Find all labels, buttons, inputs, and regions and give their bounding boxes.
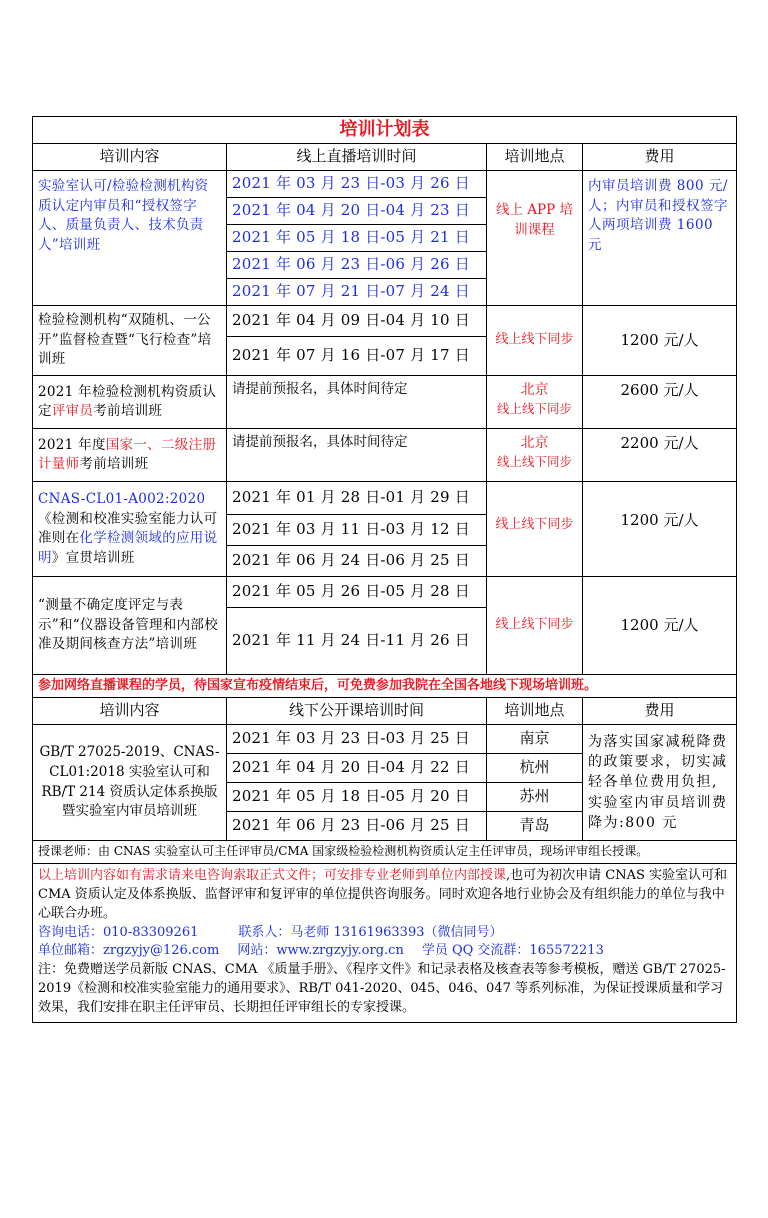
place-cell: 线上线下同步 <box>487 577 583 675</box>
header-place: 培训地点 <box>487 698 583 725</box>
date-cell: 2021 年 03 月 23 日-03 月 26 日 <box>227 171 487 198</box>
page-title: 培训计划表 <box>33 117 737 144</box>
fee-cell: 1200 元/人 <box>583 482 737 577</box>
fee-cell: 2600 元/人 <box>583 376 737 429</box>
footer-red-text: 以上培训内容如有需求请来电咨询索取正式文件；可安排专业老师到单位内部授课 <box>38 868 507 884</box>
course-text: 《检测和校准实验室能力认可准则在 <box>38 510 218 547</box>
date-cell: 请提前预报名，具体时间待定 <box>227 376 487 429</box>
date-cell: 2021 年 03 月 11 日-03 月 12 日 <box>227 515 487 546</box>
date-cell: 2021 年 05 月 26 日-05 月 28 日 <box>227 577 487 608</box>
course-highlight: 国家一、二级注册计量师 <box>38 436 217 473</box>
fee-cell: 内审员培训费 800 元/人；内审员和授权签字人两项培训费 1600 元 <box>583 171 737 306</box>
fee-cell: 2200 元/人 <box>583 429 737 482</box>
teacher-row <box>33 841 737 864</box>
teacher-text: 授课老师：由 CNAS 实验室认可主任评审员/CMA 国家级检验检测机构资质认定主任评审员，现场评审组长授课。 <box>33 841 737 864</box>
place-city: 北京 <box>520 435 549 452</box>
place-mode: 线上线下同步 <box>496 401 572 417</box>
place-city: 北京 <box>520 382 549 399</box>
place-cell: 线上 APP 培训课程 <box>487 171 583 306</box>
table-row <box>33 306 737 337</box>
course-cell <box>33 482 227 577</box>
header-course: 培训内容 <box>33 698 227 725</box>
place-cell: 苏州 <box>487 783 583 812</box>
date-cell: 2021 年 03 月 23 日-03 月 25 日 <box>227 725 487 754</box>
place-cell: 南京 <box>487 725 583 754</box>
course-cell <box>33 429 227 482</box>
table-row <box>33 429 737 482</box>
table-row <box>33 376 737 429</box>
course-highlight: 化学检测领域的应用说明 <box>38 530 218 566</box>
table-row <box>33 577 737 608</box>
date-cell: 2021 年 04 月 20 日-04 月 22 日 <box>227 754 487 783</box>
course-cell: 检验检测机构“双随机、一公开”监督检查暨“飞行检查”培训班 <box>33 306 227 376</box>
course-code: CNAS-CL01-A002:2020 <box>38 490 206 507</box>
date-cell: 2021 年 07 月 21 日-07 月 24 日 <box>227 279 487 306</box>
course-highlight: 评审员 <box>51 403 94 420</box>
consult-phone: 咨询电话：010-83309261 <box>38 924 199 940</box>
place-cell: 杭州 <box>487 754 583 783</box>
header-time: 线上直播培训时间 <box>227 144 487 171</box>
course-cell: GB/T 27025-2019、CNAS-CL01:2018 实验室认可和 RB/T 214 资质认定体系换版暨实验室内审员培训班 <box>33 725 227 841</box>
place-cell: 线上线下同步 <box>487 306 583 376</box>
training-plan-sheet <box>32 116 736 1023</box>
footer-row <box>33 864 737 1023</box>
table-row <box>33 725 737 754</box>
date-cell: 2021 年 11 月 24 日-11 月 26 日 <box>227 608 487 675</box>
contact-person: 联系人：马老师 13161963393（微信同号） <box>238 924 503 940</box>
course-text: 2021 年度 <box>38 436 106 453</box>
header-fee: 费用 <box>583 144 737 171</box>
place-cell <box>487 376 583 429</box>
place-cell: 线上线下同步 <box>487 482 583 577</box>
date-cell: 2021 年 05 月 18 日-05 月 21 日 <box>227 225 487 252</box>
course-text: 考前培训班 <box>93 403 163 420</box>
date-cell: 2021 年 06 月 23 日-06 月 26 日 <box>227 252 487 279</box>
contact-line <box>38 924 731 943</box>
email-text[interactable]: 单位邮箱：zrgzyjy@126.com <box>38 943 220 959</box>
online-header-row <box>33 144 737 171</box>
notice-text: 参加网络直播课程的学员，待国家宣布疫情结束后，可免费参加我院在全国各地线下现场培训班。 <box>33 675 737 698</box>
footer-cell <box>33 864 737 1023</box>
offline-header-row <box>33 698 737 725</box>
fee-cell: 1200 元/人 <box>583 577 737 675</box>
footer-text: ,也可为初次申请 CNAS 实验室认可和 CMA 资质认定及体系换版、监督评审和复评审的单位提供咨询服务。同时欢迎各地行业协会及有组织能力的单位与我中心联合办班。 <box>38 868 728 921</box>
table-row <box>33 482 737 515</box>
date-cell: 2021 年 04 月 09 日-04 月 10 日 <box>227 306 487 337</box>
table-row <box>33 171 737 198</box>
fee-cell: 1200 元/人 <box>583 306 737 376</box>
footer-note: 注：免费赠送学员新版 CNAS、CMA 《质量手册》、《程序文件》和记录表格及核查表等参考模板，赠送 GB/T 27025-2019《检测和校准实验室能力的通用要求》、RB/T 041-2020、045、046、047 等系列标准，为保证授课质量和学习效果，我们安排在职主任评审员、长期担任评审组长的专家授课。 <box>38 962 726 1015</box>
course-cell <box>33 376 227 429</box>
place-cell: 青岛 <box>487 812 583 841</box>
place-cell <box>487 429 583 482</box>
fee-cell: 为落实国家减税降费的政策要求，切实减轻各单位费用负担,实验室内审员培训费降为:800 元 <box>583 725 737 841</box>
header-time: 线下公开课培训时间 <box>227 698 487 725</box>
header-fee: 费用 <box>583 698 737 725</box>
date-cell: 2021 年 07 月 16 日-07 月 17 日 <box>227 337 487 376</box>
date-cell: 请提前预报名，具体时间待定 <box>227 429 487 482</box>
header-place: 培训地点 <box>487 144 583 171</box>
place-mode: 线上线下同步 <box>496 454 572 470</box>
training-plan-table <box>32 116 737 1023</box>
course-text: 2021 年检验检测机构资质认定 <box>38 383 217 420</box>
date-cell: 2021 年 06 月 23 日-06 月 25 日 <box>227 812 487 841</box>
header-course: 培训内容 <box>33 144 227 171</box>
course-text: 考前培训班 <box>79 456 149 473</box>
date-cell: 2021 年 06 月 24 日-06 月 25 日 <box>227 546 487 577</box>
website-text[interactable]: 网站：www.zrgzyjy.org.cn <box>237 943 404 959</box>
date-cell: 2021 年 04 月 20 日-04 月 23 日 <box>227 198 487 225</box>
qq-group-text: 学员 QQ 交流群：165572213 <box>421 943 604 959</box>
footer-intro <box>38 867 731 924</box>
course-cell: “测量不确定度评定与表示”和“仪器设备管理和内部校准及期间核查方法”培训班 <box>33 577 227 675</box>
title-row <box>33 117 737 144</box>
date-cell: 2021 年 01 月 28 日-01 月 29 日 <box>227 482 487 515</box>
web-line <box>38 942 731 961</box>
course-cell: 实验室认可/检验检测机构资质认定内审员和“授权签字人、质量负责人、技术负责人”培训班 <box>33 171 227 306</box>
date-cell: 2021 年 05 月 18 日-05 月 20 日 <box>227 783 487 812</box>
notice-row <box>33 675 737 698</box>
course-text: 》宣贯培训班 <box>51 549 135 566</box>
